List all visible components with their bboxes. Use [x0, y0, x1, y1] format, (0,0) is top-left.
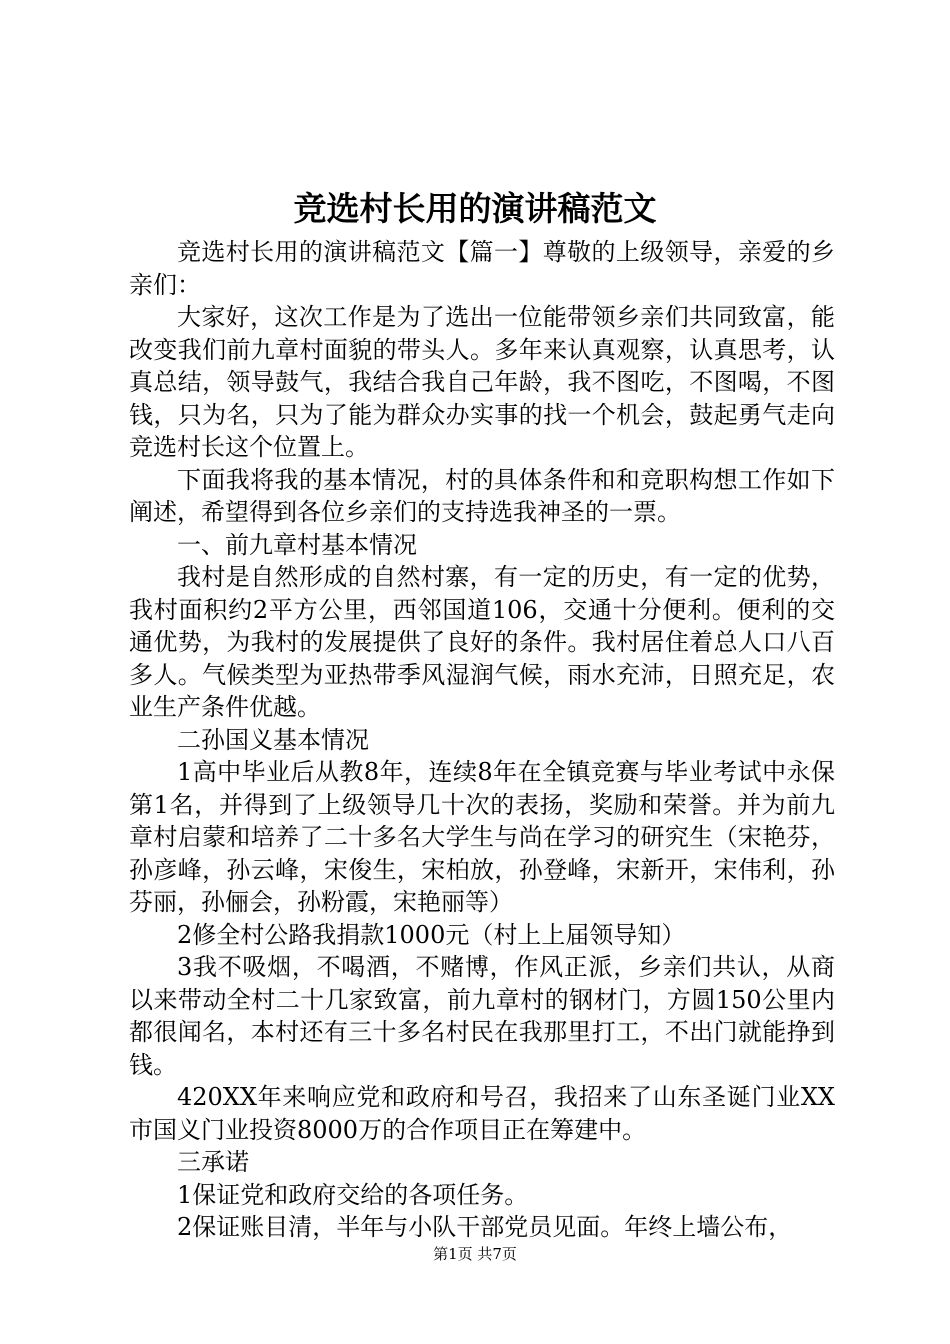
- paragraph-greeting: 竞选村长用的演讲稿范文【篇一】尊敬的上级领导，亲爱的乡亲们：: [129, 238, 835, 299]
- paragraph-candidate-item-1: 1高中毕业后从教8年，连续8年在全镇竞赛与毕业考试中永保第1名，并得到了上级领导几十次的表扬，奖励和荣誉。并为前九章村启蒙和培养了二十多名大学生与尚在学习的研究生（宋艳芬，孙彦峰，孙云峰，宋俊生，宋柏放，孙登峰，宋新开，宋伟利，孙芬丽，孙俪会，孙粉霞，宋艳丽等）: [129, 758, 835, 916]
- document-body: [129, 236, 835, 1244]
- page-number-footer: 第1页 共7页: [433, 1245, 517, 1263]
- paragraph-candidate-item-2: 2修全村公路我捐款1000元（村上上届领导知）: [177, 920, 686, 949]
- paragraph-candidate-item-4: 420XX年来响应党和政府和号召，我招来了山东圣诞门业XX市国义门业投资8000万的合作项目正在筹建中。: [129, 1083, 835, 1144]
- section-heading-candidate-info: 二孙国义基本情况: [177, 725, 369, 754]
- paragraph-candidate-item-3: 3我不吸烟，不喝酒，不赌博，作风正派，乡亲们共认，从商以来带动全村二十几家致富，前九章村的钢材门，方圆150公里内都很闻名，本村还有三十多名村民在我那里打工，不出门就能挣到钱。: [129, 953, 835, 1079]
- section-heading-commitments: 三承诺: [177, 1148, 249, 1176]
- paragraph-overview: 下面我将我的基本情况，村的具体条件和和竞职构想工作如下阐述，希望得到各位乡亲们的支持选我神圣的一票。: [129, 465, 835, 526]
- document-title: 竞选村长用的演讲稿范文: [293, 189, 657, 228]
- paragraph-commitment-1: 1保证党和政府交给的各项任务。: [177, 1180, 529, 1209]
- paragraph-village-info: 我村是自然形成的自然村寨，有一定的历史，有一定的优势，我村面积约2平方公里，西邻国道106，交通十分便利。便利的交通优势，为我村的发展提供了良好的条件。我村居住着总人口八百多人。气候类型为亚热带季风湿润气候，雨水充沛，日照充足，农业生产条件优越。: [129, 563, 835, 721]
- section-heading-village-info: 一、前九章村基本情况: [177, 530, 417, 559]
- paragraph-commitment-2: 2保证账目清，半年与小队干部党员见面。年终上墙公布，: [177, 1213, 793, 1241]
- paragraph-introduction: 大家好，这次工作是为了选出一位能带领乡亲们共同致富，能改变我们前九章村面貌的带头人。多年来认真观察，认真思考，认真总结，领导鼓气，我结合我自己年龄，我不图吃，不图喝，不图钱，只为名，只为了能为群众办实事的找一个机会，鼓起勇气走向竞选村长这个位置上。: [129, 303, 835, 461]
